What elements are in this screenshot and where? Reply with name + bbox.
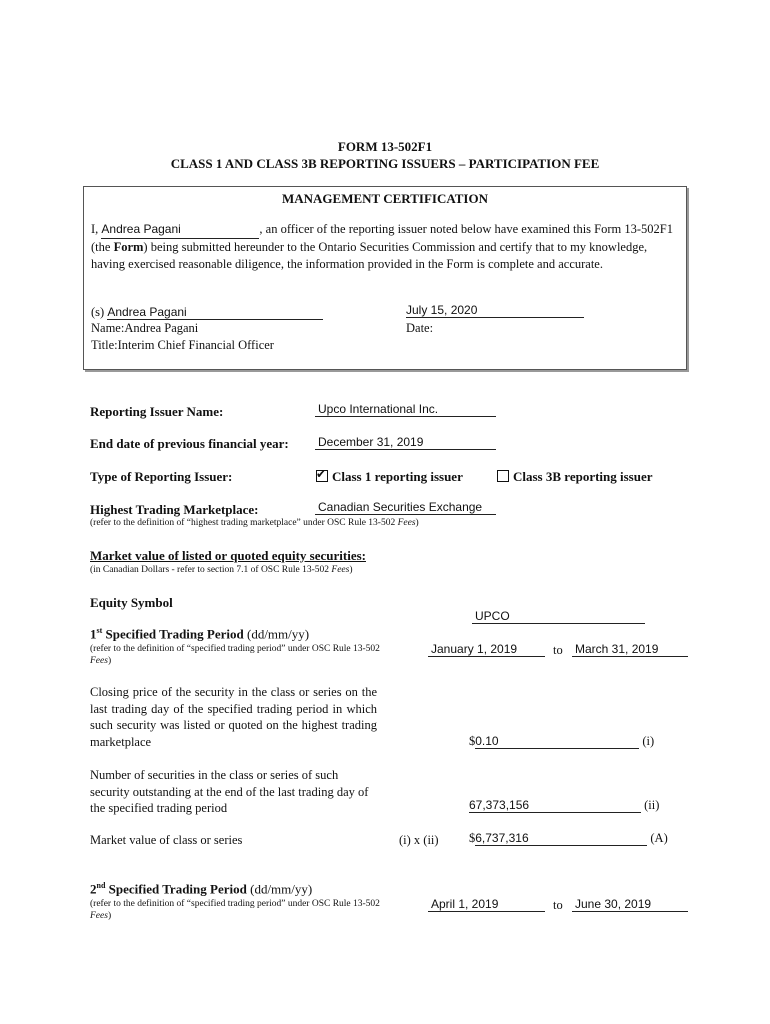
- market-value-text: Market value of class or series: [90, 833, 243, 847]
- issuer-name-label: Reporting Issuer Name:: [90, 404, 224, 419]
- period1-note: [90, 643, 390, 667]
- date-value: July 15, 2020: [406, 303, 478, 317]
- period2-note-fees: Fees: [90, 911, 108, 921]
- period2-format: (dd/mm/yy): [246, 881, 313, 897]
- certification-title: MANAGEMENT CERTIFICATION: [282, 191, 488, 206]
- market-value-heading: Market value of listed or quoted equity securities:: [90, 548, 366, 563]
- securities-field[interactable]: [469, 798, 641, 813]
- period1-heading: [90, 626, 309, 642]
- signature-line: [91, 305, 323, 320]
- mv-note-end: ): [349, 565, 353, 575]
- period2-end-field[interactable]: June 30, 2019: [572, 897, 688, 912]
- class3b-option[interactable]: [497, 469, 653, 485]
- period1-to: to: [553, 643, 563, 657]
- period2-to: to: [553, 898, 563, 912]
- market-value-field[interactable]: [475, 831, 647, 846]
- securities-value: 67,373,156: [469, 798, 530, 812]
- sig-prefix: (s): [91, 305, 105, 319]
- mv-note-text: (in Canadian Dollars - refer to section 7.1 of OSC Rule 13-502: [90, 565, 332, 575]
- cert-text-1: , an officer of the reporting issuer noted below have examined this Form 13-502F1 (the: [91, 222, 673, 254]
- signature-field[interactable]: [107, 305, 323, 320]
- form-title: CLASS 1 AND CLASS 3B REPORTING ISSUERS – PARTICIPATION FEE: [170, 156, 600, 171]
- closing-price-field[interactable]: [475, 734, 639, 749]
- period1-start-field[interactable]: January 1, 2019: [428, 642, 545, 657]
- date-field[interactable]: [406, 303, 584, 318]
- certification-paragraph: [91, 221, 677, 273]
- issuer-name-field[interactable]: Upco International Inc.: [315, 402, 496, 417]
- closing-price-line: [469, 734, 654, 749]
- name-line: [91, 321, 198, 336]
- mv-note-fees: Fees: [331, 565, 350, 575]
- period1-ordinal-sup: st: [96, 626, 103, 635]
- market-field[interactable]: Canadian Securities Exchange: [315, 500, 496, 515]
- name-value: Andrea Pagani: [124, 321, 199, 335]
- cert-text-2: ) being submitted hereunder to the Ontario Securities Commission and certify that to my knowledge, having exercised reasonable diligence, the information provided in the Form is complete and accurate.: [91, 240, 648, 271]
- period2-ordinal-sup: nd: [96, 881, 106, 890]
- cert-lead: I,: [91, 222, 99, 236]
- securities-text: Number of securities in the class or series of such security outstanding at the end of the last trading day of the specified trading period: [90, 768, 369, 815]
- period1-note-fees: Fees: [90, 656, 108, 666]
- period2-ordinal: 2: [90, 881, 97, 897]
- period1-format: (dd/mm/yy): [243, 626, 310, 642]
- management-certification-box: [83, 186, 687, 370]
- market-value-formula: (i) x (ii): [399, 833, 439, 847]
- period2-note: [90, 898, 390, 922]
- officer-name-field[interactable]: [101, 221, 259, 239]
- market-note: [90, 517, 419, 529]
- class1-label: Class 1 reporting issuer: [332, 469, 463, 484]
- mv-currency: $: [469, 831, 476, 845]
- signature-value: Andrea Pagani: [107, 305, 187, 319]
- form-word: Form: [113, 240, 144, 254]
- market-label: Highest Trading Marketplace:: [90, 502, 259, 517]
- fye-label: End date of previous financial year:: [90, 436, 289, 451]
- period2-start-field[interactable]: April 1, 2019: [428, 897, 545, 912]
- class1-option[interactable]: [316, 469, 463, 485]
- period2-label: Specified Trading Period: [108, 881, 247, 897]
- closing-price-text: Closing price of the security in the class or series on the last trading day of the specified trading period in which such security was listed or quoted on the highest trading marketplace: [90, 685, 377, 749]
- market-value-line: [469, 831, 668, 846]
- market-value-note: [90, 564, 353, 576]
- market-note-end: ): [415, 518, 419, 528]
- closing-currency: $: [469, 734, 476, 748]
- market-value-tag: (A): [650, 831, 668, 845]
- title-line: [91, 338, 274, 353]
- form-number: FORM 13-502F1: [337, 139, 433, 154]
- date-line: [406, 303, 584, 318]
- period2-note-text: (refer to the definition of “specified trading period” under OSC Rule 13-502: [90, 899, 380, 909]
- securities-tag: (ii): [644, 798, 660, 812]
- title-value: Interim Chief Financial Officer: [117, 338, 274, 352]
- fye-field[interactable]: December 31, 2019: [315, 435, 496, 450]
- equity-symbol-field[interactable]: UPCO: [472, 609, 645, 624]
- class3b-checkbox[interactable]: [497, 470, 509, 482]
- market-note-fees: Fees: [397, 518, 416, 528]
- period2-note-end: ): [107, 911, 112, 921]
- period1-note-text: (refer to the definition of “specified trading period” under OSC Rule 13-502: [90, 644, 380, 654]
- period2-heading: [90, 881, 312, 897]
- title-label: Title:: [91, 338, 118, 352]
- officer-name: Andrea Pagani: [101, 222, 181, 236]
- date-label: Date:: [406, 321, 434, 335]
- period1-note-end: ): [107, 656, 112, 666]
- name-label: Name:: [91, 321, 125, 335]
- securities-line: [469, 798, 659, 813]
- market-value-value: 6,737,316: [475, 831, 529, 845]
- equity-symbol-label: Equity Symbol: [90, 595, 173, 610]
- issuer-type-label: Type of Reporting Issuer:: [90, 469, 233, 484]
- class1-checkbox[interactable]: [316, 470, 328, 482]
- period1-end-field[interactable]: March 31, 2019: [572, 642, 688, 657]
- period1-label: Specified Trading Period: [105, 626, 244, 642]
- closing-tag: (i): [642, 734, 655, 748]
- closing-price-value: 0.10: [475, 734, 499, 748]
- market-note-text: (refer to the definition of “highest trading marketplace” under OSC Rule 13-502: [90, 518, 398, 528]
- class3b-label: Class 3B reporting issuer: [513, 469, 653, 484]
- period1-ordinal: 1: [90, 626, 97, 642]
